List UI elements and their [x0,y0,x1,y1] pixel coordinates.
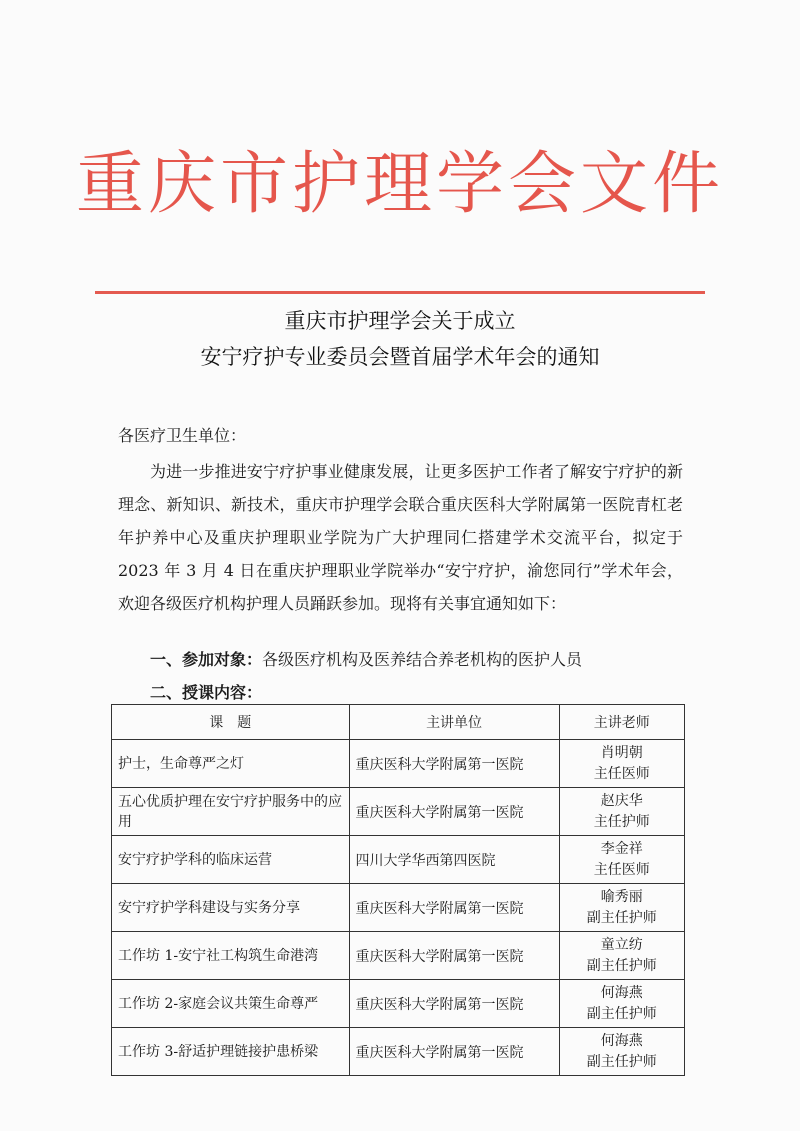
section-participants-text: 各级医疗机构及医养结合养老机构的医护人员 [262,650,583,669]
table-row [112,980,685,1028]
row-unit: 重庆医科大学附属第一医院 [349,740,559,788]
course-table [111,704,685,1076]
section-course-content [150,679,262,707]
header-teacher: 主讲老师 [559,705,684,740]
teacher-name: 何海燕 [600,984,643,1001]
body-paragraph: 为进一步推进安宁疗护事业健康发展，让更多医护工作者了解安宁疗护的新理念、新知识、新技术，重庆市护理学会联合重庆医科大学附属第一医院青杠老年护养中心及重庆护理职业学院为广大护理同仁搭建学术交流平台，拟定于 2023 年 3 月 4 日在重庆护理职业学院举办“安宁疗护，渝您同行”学术年会，欢迎各级医疗机构护理人员踊跃参加。现将有关事宜通知如下： [118,462,683,613]
section-course-head: 二、授课内容： [150,683,263,702]
table-row [112,884,685,932]
notice-title-line2: 安宁疗护专业委员会暨首届学术年会的通知 [200,345,600,369]
teacher-title: 副主任护师 [586,1005,657,1022]
teacher-title: 主任医师 [593,765,650,782]
row-unit: 重庆医科大学附属第一医院 [349,980,559,1028]
row-topic: 工作坊 1-安宁社工构筑生命港湾 [112,932,350,980]
row-teacher [559,1028,684,1076]
row-teacher [559,932,684,980]
row-unit: 四川大学华西第四医院 [349,836,559,884]
row-unit: 重庆医科大学附属第一医院 [349,1028,559,1076]
table-row [112,740,685,788]
row-topic: 安宁疗护学科建设与实务分享 [112,884,350,932]
table-row [112,836,685,884]
section-participants [150,646,582,674]
red-divider-line [95,291,705,294]
table-row [112,1028,685,1076]
teacher-name: 喻秀丽 [600,888,643,905]
header-topic: 课 题 [112,705,350,740]
row-topic: 安宁疗护学科的临床运营 [112,836,350,884]
teacher-title: 副主任护师 [586,909,657,926]
row-unit: 重庆医科大学附属第一医院 [349,884,559,932]
row-unit: 重庆医科大学附属第一医院 [349,932,559,980]
row-topic: 护士，生命尊严之灯 [112,740,350,788]
row-teacher [559,788,684,836]
row-teacher [559,980,684,1028]
row-topic: 工作坊 3-舒适护理链接护患桥梁 [112,1028,350,1076]
row-topic: 工作坊 2-家庭会议共策生命尊严 [112,980,350,1028]
teacher-name: 李金祥 [600,840,643,857]
table-row [112,788,685,836]
teacher-title: 主任护师 [593,813,650,830]
teacher-name: 赵庆华 [600,792,643,809]
masthead-title: 重庆市护理学会文件 [75,145,724,224]
header-unit: 主讲单位 [349,705,559,740]
table-row [112,932,685,980]
teacher-title: 副主任护师 [586,957,657,974]
notice-title-line1: 重庆市护理学会关于成立 [284,309,516,333]
teacher-title: 主任医师 [593,861,650,878]
row-topic: 五心优质护理在安宁疗护服务中的应用 [112,788,350,836]
section-participants-head: 一、参加对象： [150,650,263,669]
teacher-name: 肖明朝 [600,744,643,761]
teacher-title: 副主任护师 [586,1053,657,1070]
row-teacher [559,740,684,788]
teacher-name: 何海燕 [600,1032,643,1049]
table-header-row [112,705,685,740]
row-teacher [559,836,684,884]
row-unit: 重庆医科大学附属第一医院 [349,788,559,836]
teacher-name: 童立纺 [600,936,643,953]
salutation: 各医疗卫生单位： [118,426,247,445]
row-teacher [559,884,684,932]
